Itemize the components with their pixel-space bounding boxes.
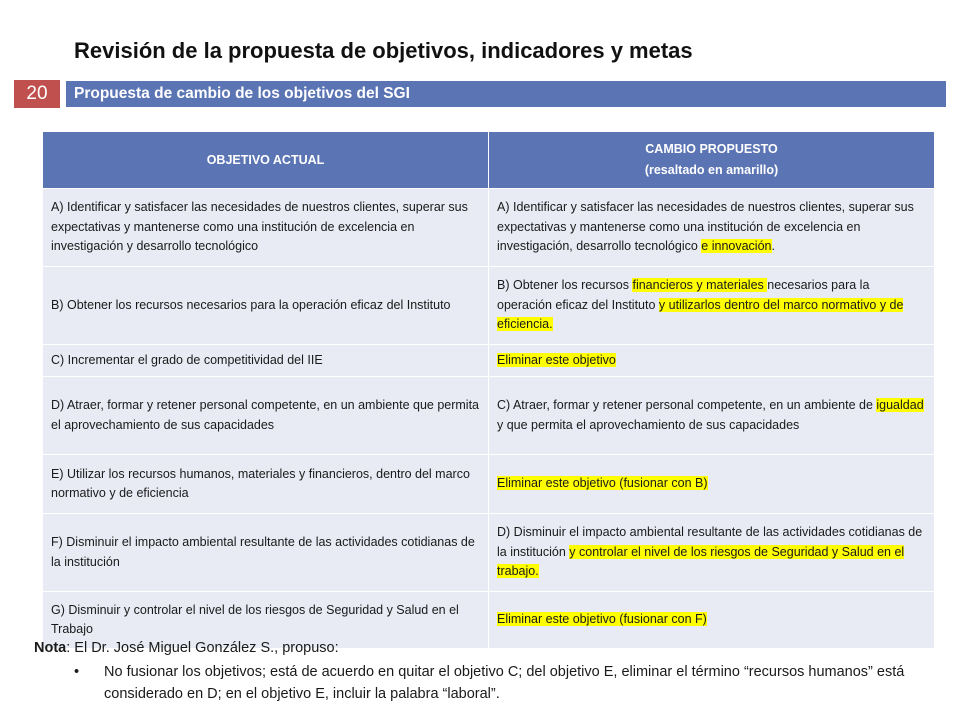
header-proposed-change [489,132,935,189]
table-body [43,189,935,649]
table-row [43,189,935,267]
proposed-text: y que permita el aprovechamiento de sus capacidades [497,417,800,432]
note-label: Nota [34,640,67,656]
cell-current-objective: D) Atraer, formar y retener personal competente, en un ambiente que permita el aprovechamiento de sus capacidades [43,377,489,455]
header-proposed-line2: (resaltado en amarillo) [644,163,779,177]
subtitle-text: Propuesta de cambio de los objetivos del SGI [74,85,410,102]
slide-title: Revisión de la propuesta de objetivos, indicadores y metas [74,38,693,63]
cell-proposed-change [489,455,935,514]
proposed-text: . [771,239,775,254]
cell-current-objective: F) Disminuir el impacto ambiental resultante de las actividades cotidianas de la institución [43,514,489,592]
objectives-table [42,131,935,649]
subtitle-bar [66,81,946,107]
note-list [34,662,934,706]
table-row [43,345,935,377]
proposed-text: C) Atraer, formar y retener personal competente, en un ambiente de [497,398,877,413]
note-bullet-item [74,662,934,706]
table-row [43,267,935,345]
cell-current-objective: E) Utilizar los recursos humanos, materiales y financieros, dentro del marco normativo y de eficiencia [43,455,489,514]
highlighted-text: Eliminar este objetivo (fusionar con B) [497,476,708,491]
highlighted-text: y controlar el nivel de los riesgos de Seguridad y Salud en el trabajo. [497,544,905,579]
proposed-text: necesarios para la operación eficaz del Instituto [497,278,870,312]
page-number-badge: 20 [14,80,60,108]
proposed-text: B) Obtener los recursos [497,278,633,293]
cell-proposed-change [489,514,935,592]
highlighted-text: financieros y materiales [632,278,768,293]
header-proposed-line1: CAMBIO PROPUESTO [645,142,778,157]
proposed-text: D) Disminuir el impacto ambiental resultante de las actividades cotidianas de la institución [497,525,923,559]
note-section [34,638,934,705]
highlighted-text: Eliminar este objetivo [497,352,616,367]
cell-proposed-change [489,189,935,267]
highlighted-text: igualdad [876,398,924,413]
header-current-objective: OBJETIVO ACTUAL [43,132,489,189]
cell-current-objective: G) Disminuir y controlar el nivel de los riesgos de Seguridad y Salud en el Trabajo [43,592,489,649]
cell-current-objective: B) Obtener los recursos necesarios para la operación eficaz del Instituto [43,267,489,345]
highlighted-text: e innovación [701,239,772,254]
table-row [43,455,935,514]
bullet-icon: • [74,663,80,680]
table-row [43,514,935,592]
cell-current-objective: A) Identificar y satisfacer las necesidades de nuestros clientes, superar sus expectativas y mantenerse como una institución de excelencia en investigación y desarrollo tecnológico [43,189,489,267]
cell-proposed-change [489,267,935,345]
highlighted-text: Eliminar este objetivo (fusionar con F) [497,612,707,627]
cell-proposed-change [489,345,935,377]
highlighted-text: y utilizarlos dentro del marco normativo y de eficiencia. [497,297,904,332]
cell-current-objective: C) Incrementar el grado de competitividad del IIE [43,345,489,377]
note-heading [34,638,934,660]
note-intro: : El Dr. José Miguel González S., propuso: [66,640,339,656]
table-row [43,377,935,455]
note-bullet-text: No fusionar los objetivos; está de acuerdo en quitar el objetivo C; del objetivo E, eliminar el término “recursos humanos” está considerado en D; en el objetivo E, incluir la palabra “laboral”. [104,663,905,702]
table-header-row [43,132,935,189]
cell-proposed-change [489,377,935,455]
proposed-text: A) Identificar y satisfacer las necesidades de nuestros clientes, superar sus expectativas y mantenerse como una institución de excelencia en investigación, desarrollo tecnológico [497,200,914,254]
